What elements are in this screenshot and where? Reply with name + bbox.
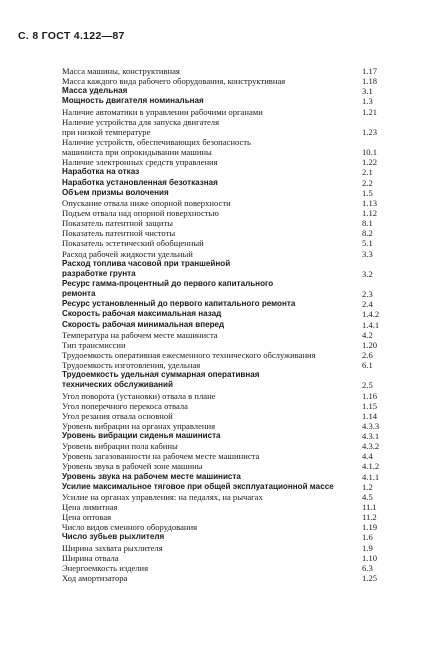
index-row-code: 1.15 <box>362 400 378 411</box>
index-row-code: 1.4.2 <box>362 309 380 320</box>
index-row-code: 2.1 <box>362 167 373 178</box>
index-row-label: Трудоемкость удельная суммарная оперативная <box>62 370 260 380</box>
index-row-code: 4.4 <box>362 451 373 462</box>
index-row <box>62 370 410 380</box>
index-row <box>62 461 410 471</box>
index-row <box>62 451 410 461</box>
index-row-label: Уровень звука в рабочей зоне машины <box>62 461 203 472</box>
index-row-code: 6.1 <box>362 360 373 371</box>
index-row <box>62 127 410 137</box>
index-row-label: Наработка на отказ <box>62 167 140 177</box>
index-row-code: 2.3 <box>362 289 373 300</box>
index-row-label: Масса каждого вида рабочего оборудования, конструктивная <box>62 76 286 87</box>
index-row-label: Показатель патентной защиты <box>62 218 173 229</box>
index-row-code: 4.3.1 <box>362 431 380 442</box>
index-row <box>62 269 410 279</box>
index-row-label: Наличие электронных средств управления <box>62 157 218 168</box>
index-row <box>62 330 410 340</box>
index-row-code: 2.5 <box>362 380 373 391</box>
index-row <box>62 441 410 451</box>
index-row-label: Ширина захвата рыхлителя <box>62 542 163 553</box>
index-row <box>62 472 410 482</box>
index-row <box>62 340 410 350</box>
index-row <box>62 147 410 157</box>
index-row <box>62 249 410 259</box>
index-row <box>62 218 410 228</box>
index-row-code: 4.2 <box>362 329 373 340</box>
index-row-code: 4.1.2 <box>362 461 380 472</box>
index-row-code: 2.4 <box>362 299 373 310</box>
index-row-label: Расход рабочей жидкости удельный <box>62 248 193 259</box>
index-row-label: Угол поворота (установки) отвала в плане <box>62 390 216 401</box>
index-row-label: Цена лимитная <box>62 502 118 513</box>
index-row-code: 1.13 <box>362 197 378 208</box>
index-row <box>62 320 410 330</box>
index-row <box>62 411 410 421</box>
index-row-label: Ресурс гамма-процентный до первого капитального <box>62 278 274 288</box>
index-row-code: 1.4.1 <box>362 319 380 330</box>
index-list <box>62 66 410 583</box>
index-row-code: 3.3 <box>362 248 373 259</box>
index-row-label: Объем призмы волочения <box>62 187 169 197</box>
index-row <box>62 137 410 147</box>
index-row-label: Ширина отвала <box>62 552 119 563</box>
index-row <box>62 532 410 542</box>
index-row-code: 1.10 <box>362 552 378 563</box>
index-row-code: 8.2 <box>362 228 373 239</box>
index-row <box>62 563 410 573</box>
index-row-label: Наличие устройства для запуска двигателя <box>62 116 220 127</box>
index-row-code: 1.3 <box>362 96 373 107</box>
index-row <box>62 380 410 390</box>
index-row <box>62 167 410 177</box>
index-row-label: разработке грунта <box>62 268 136 278</box>
index-row-label: Наличие автоматики в управлении рабочими органами <box>62 106 263 117</box>
index-row-code: 4.5 <box>362 491 373 502</box>
index-row-label: Наличие устройств, обеспечивающих безопасность <box>62 136 251 147</box>
index-row-label: Уровень вибрации на органах управления <box>62 420 216 431</box>
index-row <box>62 157 410 167</box>
index-row-label: Уровень вибрации пола кабины <box>62 441 178 452</box>
index-row-code: 1.22 <box>362 157 378 168</box>
index-row-label: Масса машины, конструктивная <box>62 66 180 76</box>
index-row-code: 2.6 <box>362 349 373 360</box>
index-row-label: Цена оптовая <box>62 512 112 523</box>
index-row-label: ремонта <box>62 289 96 299</box>
index-row <box>62 107 410 117</box>
index-row <box>62 259 410 269</box>
index-row-label: Тип трансмиссии <box>62 339 126 350</box>
index-row <box>62 492 410 502</box>
index-row <box>62 86 410 96</box>
index-row-code: 4.3.2 <box>362 441 380 452</box>
index-row-label: Наработка установленная безотказная <box>62 177 218 187</box>
index-row <box>62 66 410 76</box>
index-row <box>62 401 410 411</box>
index-row-label: Число зубьев рыхлителя <box>62 532 165 542</box>
index-row <box>62 482 410 492</box>
index-row-label: Температура на рабочем месте машиниста <box>62 329 218 340</box>
index-row-label: Угол резания отвала основной <box>62 410 173 421</box>
index-row-label: при низкой температуре <box>62 126 151 137</box>
index-row <box>62 208 410 218</box>
index-row <box>62 543 410 553</box>
index-row <box>62 238 410 248</box>
index-row-label: Скорость рабочая минимальная вперед <box>62 319 225 329</box>
index-row-code: 1.17 <box>362 66 378 76</box>
index-row <box>62 360 410 370</box>
index-row-code: 2.2 <box>362 177 373 188</box>
index-row-label: Трудоемкость оперативная ежесменного технического обслуживания <box>62 349 316 360</box>
index-row-code: 8.1 <box>362 218 373 229</box>
index-row <box>62 522 410 532</box>
index-row <box>62 553 410 563</box>
page-header: С. 8 ГОСТ 4.122—87 <box>18 30 125 42</box>
index-row-code: 1.12 <box>362 207 378 218</box>
index-row-label: Расход топлива часовой при траншейной <box>62 258 231 268</box>
index-row <box>62 431 410 441</box>
index-row-code: 5.1 <box>362 238 373 249</box>
index-row-code: 1.2 <box>362 481 373 492</box>
index-row-label: Скорость рабочая максимальная назад <box>62 309 222 319</box>
index-row-label: Число видов сменного оборудования <box>62 522 198 533</box>
index-row-label: Ресурс установленный до первого капитального ремонта <box>62 299 296 309</box>
index-row-label: Усилие на органах управления: на педалях, на рычагах <box>62 491 263 502</box>
index-row <box>62 502 410 512</box>
index-row-label: Показатель эстетический обобщенный <box>62 238 204 249</box>
index-row-label: Уровень звука на рабочем месте машиниста <box>62 471 241 481</box>
index-row-label: машиниста при опрокидывании машины <box>62 147 212 158</box>
index-row <box>62 512 410 522</box>
index-row <box>62 188 410 198</box>
index-row-label: Масса удельная <box>62 86 128 96</box>
index-row-label: Усилие максимальное тяговое при общей эксплуатационной массе <box>62 481 334 491</box>
index-row-code: 3.1 <box>362 86 373 97</box>
index-row-code: 11.2 <box>362 512 377 523</box>
index-row-code: 1.23 <box>362 126 378 137</box>
index-row <box>62 198 410 208</box>
index-row-label: Ход амортизатора <box>62 573 128 584</box>
index-row-code: 4.1.1 <box>362 471 380 482</box>
index-row-code: 1.20 <box>362 339 378 350</box>
index-row <box>62 350 410 360</box>
index-row <box>62 573 410 583</box>
index-row-label: Уровень загазованности на рабочем месте машиниста <box>62 451 260 462</box>
index-row-code: 11.1 <box>362 502 377 513</box>
index-row-label: Трудоемкость изготовления, удельная <box>62 360 201 371</box>
index-row-code: 10.1 <box>362 147 378 158</box>
index-row-code: 4.3.3 <box>362 420 380 431</box>
index-row <box>62 76 410 86</box>
index-row-label: Энергоемкость изделия <box>62 562 149 573</box>
index-row-code: 1.5 <box>362 187 373 198</box>
index-row <box>62 391 410 401</box>
index-row-label: Угол поперечного перекоса отвала <box>62 400 188 411</box>
index-row-label: Опускание отвала ниже опорной поверхности <box>62 197 231 208</box>
index-row <box>62 421 410 431</box>
index-row-label: Мощность двигателя номинальная <box>62 96 204 106</box>
index-row-label: Уровень вибрации сиденья машиниста <box>62 431 221 441</box>
index-row-code: 1.9 <box>362 542 373 553</box>
index-row-code: 1.14 <box>362 410 378 421</box>
index-row-code: 1.16 <box>362 390 378 401</box>
index-row-label: Подъем отвала над опорной поверхностью <box>62 207 219 218</box>
index-row <box>62 299 410 309</box>
index-row-code: 1.25 <box>362 573 378 584</box>
index-row <box>62 228 410 238</box>
index-row-code: 6.3 <box>362 562 373 573</box>
index-row <box>62 178 410 188</box>
index-row-code: 1.21 <box>362 106 378 117</box>
index-row <box>62 289 410 299</box>
index-row <box>62 117 410 127</box>
index-row-code: 3.2 <box>362 268 373 279</box>
index-row <box>62 309 410 319</box>
index-row-code: 1.18 <box>362 76 378 87</box>
index-row <box>62 96 410 106</box>
index-row-code: 1.19 <box>362 522 378 533</box>
index-row <box>62 279 410 289</box>
index-row-label: Показатель патентной чистоты <box>62 228 176 239</box>
index-row-code: 1.6 <box>362 532 373 543</box>
index-row-label: технических обслуживаний <box>62 380 173 390</box>
